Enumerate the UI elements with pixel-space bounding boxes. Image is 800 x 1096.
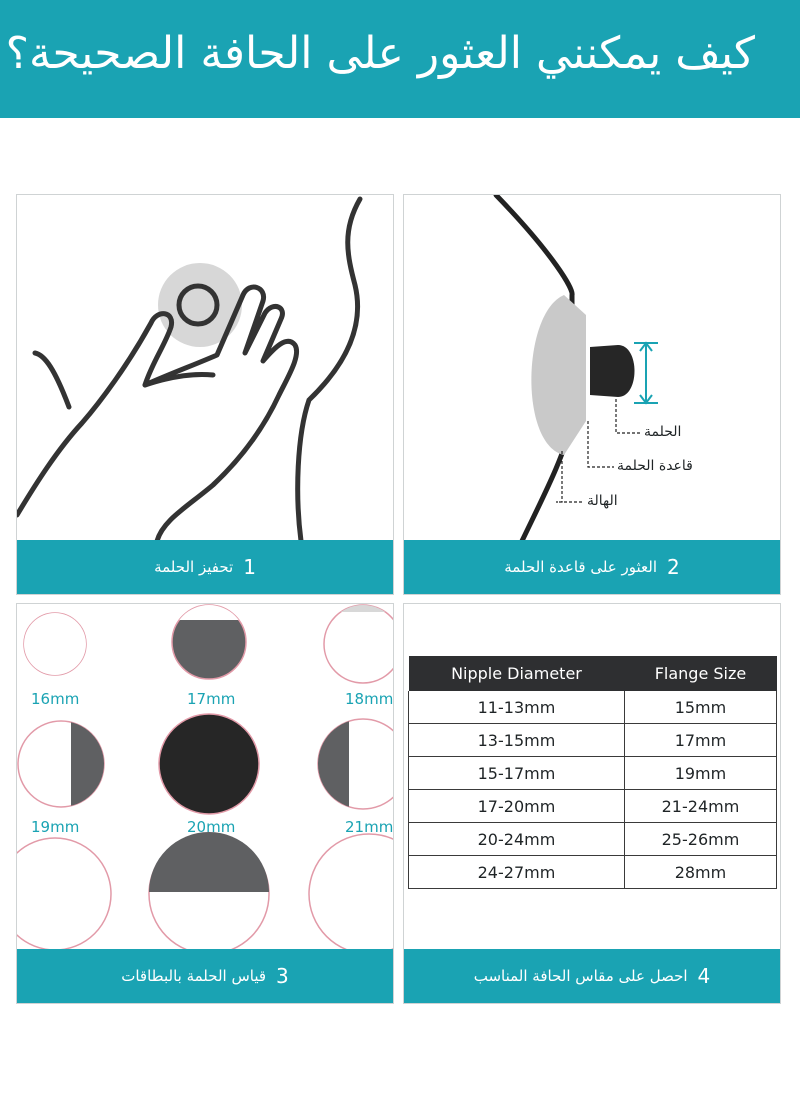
body-outline <box>35 353 69 407</box>
nipple-diameter-cell: 15-17mm <box>409 757 625 790</box>
table-row <box>409 691 777 724</box>
card-hole-row3-left <box>17 838 111 950</box>
card-hole-18mm <box>324 605 394 683</box>
thumb-crease <box>145 374 213 385</box>
step-1-caption <box>17 540 393 594</box>
step-3-panel <box>16 603 394 1004</box>
nipple-diameter-cell: 11-13mm <box>409 691 625 724</box>
flange-size-cell: 19mm <box>624 757 776 790</box>
page-title: كيف يمكنني العثور على الحافة الصحيحة؟ <box>5 28 755 79</box>
label-areola: الهالة <box>587 493 618 509</box>
flange-size-table <box>408 656 777 889</box>
nipple-diagram-illustration <box>404 195 781 541</box>
table-row <box>409 724 777 757</box>
breast-outline <box>298 199 360 541</box>
step-number: 1 <box>243 555 256 579</box>
table-row <box>409 790 777 823</box>
flange-size-cell: 28mm <box>624 856 776 889</box>
nipple-leader <box>616 399 640 433</box>
header-banner <box>0 0 800 118</box>
flange-size-cell: 15mm <box>624 691 776 724</box>
step-label: العثور على قاعدة الحلمة <box>504 558 658 576</box>
table-row <box>409 856 777 889</box>
step-4-caption <box>404 949 780 1003</box>
step-number: 2 <box>667 555 680 579</box>
card-hole-row3-right <box>309 834 394 950</box>
nipple-diameter-cell: 17-20mm <box>409 790 625 823</box>
card-hole-20mm <box>159 714 259 814</box>
step-number: 4 <box>697 964 711 988</box>
hand-stimulation-illustration <box>17 195 394 541</box>
step-3-caption <box>17 949 393 1003</box>
hand-outline <box>17 287 297 541</box>
table-header-row <box>409 656 777 691</box>
step-1-panel <box>16 194 394 595</box>
size-label: 19mm <box>31 818 80 836</box>
size-label: 16mm <box>31 690 80 708</box>
size-label: 17mm <box>187 690 236 708</box>
flange-size-cell: 25-26mm <box>624 823 776 856</box>
nipple-diameter-cell: 20-24mm <box>409 823 625 856</box>
sizing-cards-illustration <box>17 604 394 950</box>
step-label: قياس الحلمة بالبطاقات <box>121 967 267 985</box>
size-label: 21mm <box>345 818 394 836</box>
header-nipple-diameter: Nipple Diameter <box>409 656 625 691</box>
step-4-panel <box>403 603 781 1004</box>
base-leader <box>588 421 614 467</box>
size-label: 20mm <box>187 818 236 836</box>
step-2-panel <box>403 194 781 595</box>
label-nipple: الحلمة <box>644 424 682 440</box>
step-2-caption <box>404 540 780 594</box>
table-row <box>409 823 777 856</box>
flange-size-cell: 21-24mm <box>624 790 776 823</box>
header-flange-size: Flange Size <box>624 656 776 691</box>
size-label: 18mm <box>345 690 394 708</box>
areola-shape <box>531 295 586 455</box>
step-label: احصل على مقاس الحافة المناسب <box>473 967 688 985</box>
nipple-shape <box>590 345 635 397</box>
nipple-diameter-cell: 13-15mm <box>409 724 625 757</box>
step-number: 3 <box>276 964 289 988</box>
table-row <box>409 757 777 790</box>
step-label: تحفيز الحلمة <box>154 558 234 576</box>
nipple-diameter-cell: 24-27mm <box>409 856 625 889</box>
label-nipple-base: قاعدة الحلمة <box>617 458 693 474</box>
flange-size-cell: 17mm <box>624 724 776 757</box>
